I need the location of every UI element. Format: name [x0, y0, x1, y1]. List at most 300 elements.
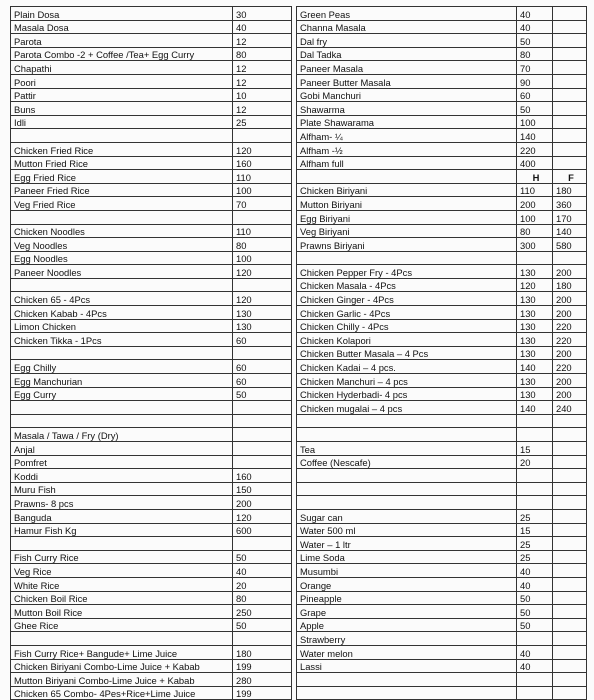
menu-row — [297, 537, 587, 551]
menu-row — [297, 197, 587, 211]
half-column-header: H — [517, 170, 553, 184]
item-name: Banguda — [11, 509, 233, 523]
item-name: Chicken Pepper Fry - 4Pcs — [297, 265, 517, 279]
menu-row — [11, 509, 292, 523]
item-price: 100 — [233, 183, 292, 197]
item-price-half: 140 — [517, 401, 553, 415]
item-name: Muru Fish — [11, 482, 233, 496]
item-name: Chicken Ginger - 4Pcs — [297, 292, 517, 306]
item-price-half: 40 — [517, 659, 553, 673]
menu-row — [297, 387, 587, 401]
item-name — [11, 210, 233, 224]
item-name: Poori — [11, 74, 233, 88]
item-name: Alfham- ¼ — [297, 129, 517, 143]
item-price: 150 — [233, 482, 292, 496]
menu-row — [297, 238, 587, 252]
item-price: 280 — [233, 673, 292, 687]
item-price: 50 — [233, 387, 292, 401]
item-price-half: 140 — [517, 129, 553, 143]
item-price: 100 — [233, 251, 292, 265]
menu-row — [297, 618, 587, 632]
menu-row — [297, 591, 587, 605]
item-price-full — [553, 61, 587, 75]
item-price: 180 — [233, 645, 292, 659]
item-price-full — [553, 251, 587, 265]
menu-row — [11, 20, 292, 34]
item-name: Dal fry — [297, 34, 517, 48]
item-price — [233, 537, 292, 551]
item-name: Chicken Butter Masala – 4 Pcs — [297, 346, 517, 360]
item-price: 120 — [233, 142, 292, 156]
menu-row — [11, 673, 292, 687]
item-price: 80 — [233, 591, 292, 605]
item-price-half: 130 — [517, 292, 553, 306]
item-price-full — [553, 523, 587, 537]
item-name: Limon Chicken — [11, 319, 233, 333]
menu-row — [11, 292, 292, 306]
item-name: Egg Manchurian — [11, 374, 233, 388]
menu-row — [11, 428, 292, 442]
menu-row — [297, 496, 587, 510]
menu-row — [297, 88, 587, 102]
item-name — [297, 482, 517, 496]
item-name: Idli — [11, 115, 233, 129]
menu-row — [11, 659, 292, 673]
item-price-full — [553, 469, 587, 483]
item-name: Strawberry — [297, 632, 517, 646]
item-price-full: 170 — [553, 210, 587, 224]
menu-row — [297, 509, 587, 523]
item-name: Pineapple — [297, 591, 517, 605]
menu-row — [11, 455, 292, 469]
item-name — [297, 686, 517, 700]
menu-row — [11, 632, 292, 646]
item-price-half — [517, 496, 553, 510]
menu-row — [297, 156, 587, 170]
item-price: 160 — [233, 156, 292, 170]
item-price-full — [553, 537, 587, 551]
menu-row — [11, 61, 292, 75]
item-price-full: 240 — [553, 401, 587, 415]
item-price-half: 40 — [517, 20, 553, 34]
item-price-half: 140 — [517, 360, 553, 374]
menu-row — [11, 401, 292, 415]
menu-row — [11, 686, 292, 700]
item-name: Chicken Boil Rice — [11, 591, 233, 605]
menu-row — [297, 374, 587, 388]
item-name — [297, 673, 517, 687]
menu-row — [11, 645, 292, 659]
menu-row — [297, 306, 587, 320]
item-price — [233, 442, 292, 456]
item-price-half: 130 — [517, 319, 553, 333]
menu-row — [297, 645, 587, 659]
menu-row — [11, 414, 292, 428]
item-price-full — [553, 564, 587, 578]
item-name: Egg Curry — [11, 387, 233, 401]
item-name: Plate Shawarama — [297, 115, 517, 129]
item-price-half: 130 — [517, 306, 553, 320]
menu-row — [297, 428, 587, 442]
item-price-full: 220 — [553, 360, 587, 374]
menu-row — [297, 482, 587, 496]
item-name: Chicken Manchuri – 4 pcs — [297, 374, 517, 388]
item-price — [233, 346, 292, 360]
item-price-half: 70 — [517, 61, 553, 75]
item-price-half: 50 — [517, 591, 553, 605]
left-menu-table — [10, 6, 292, 700]
full-column-header: F — [553, 170, 587, 184]
menu-row — [11, 278, 292, 292]
item-price-half: 90 — [517, 74, 553, 88]
menu-row — [297, 102, 587, 116]
item-price: 110 — [233, 170, 292, 184]
item-name: Orange — [297, 577, 517, 591]
item-price: 250 — [233, 605, 292, 619]
item-price: 199 — [233, 686, 292, 700]
menu-row — [297, 278, 587, 292]
item-price: 130 — [233, 319, 292, 333]
item-price-full — [553, 632, 587, 646]
item-name — [11, 414, 233, 428]
item-price-full — [553, 591, 587, 605]
item-price — [233, 428, 292, 442]
item-price: 10 — [233, 88, 292, 102]
menu-row — [11, 251, 292, 265]
item-price-half: 60 — [517, 88, 553, 102]
menu-row — [11, 74, 292, 88]
item-price-full — [553, 142, 587, 156]
item-name: Koddi — [11, 469, 233, 483]
item-price-full — [553, 659, 587, 673]
item-name: Anjal — [11, 442, 233, 456]
item-name: Mutton Biriyani — [297, 197, 517, 211]
item-price: 80 — [233, 238, 292, 252]
menu-row — [11, 319, 292, 333]
item-price: 12 — [233, 74, 292, 88]
item-name: Musumbi — [297, 564, 517, 578]
item-price: 80 — [233, 47, 292, 61]
menu-row — [297, 346, 587, 360]
menu-row — [297, 7, 587, 21]
item-price: 60 — [233, 374, 292, 388]
menu-row — [297, 414, 587, 428]
item-name: Channa Masala — [297, 20, 517, 34]
item-price-half: 200 — [517, 197, 553, 211]
item-name: Chapathi — [11, 61, 233, 75]
item-price — [233, 455, 292, 469]
item-name: Chicken Kadai – 4 pcs. — [297, 360, 517, 374]
menu-row — [297, 61, 587, 75]
item-name: Tea — [297, 442, 517, 456]
item-name: Chicken Biriyani — [297, 183, 517, 197]
item-price-full — [553, 74, 587, 88]
item-price-half: 130 — [517, 333, 553, 347]
item-price-half: 40 — [517, 645, 553, 659]
item-price-half: 40 — [517, 7, 553, 21]
item-price-half: 40 — [517, 564, 553, 578]
item-price-full — [553, 673, 587, 687]
menu-row — [11, 482, 292, 496]
item-price-full — [553, 645, 587, 659]
menu-row — [297, 577, 587, 591]
item-name — [297, 170, 517, 184]
item-name: Alfham full — [297, 156, 517, 170]
menu-row — [297, 333, 587, 347]
item-price-full — [553, 428, 587, 442]
item-price — [233, 632, 292, 646]
item-name — [297, 251, 517, 265]
item-name: White Rice — [11, 577, 233, 591]
menu-row — [297, 605, 587, 619]
item-price-full — [553, 496, 587, 510]
item-price-full — [553, 7, 587, 21]
item-price-half: 100 — [517, 115, 553, 129]
item-price: 160 — [233, 469, 292, 483]
menu-row — [297, 129, 587, 143]
item-name: Chicken 65 - 4Pcs — [11, 292, 233, 306]
menu-row — [297, 251, 587, 265]
item-name — [11, 537, 233, 551]
item-name: Pattir — [11, 88, 233, 102]
item-name: Mutton Biriyani Combo-Lime Juice + Kabab — [11, 673, 233, 687]
item-price-full — [553, 455, 587, 469]
item-price: 30 — [233, 7, 292, 21]
item-price-full — [553, 102, 587, 116]
menu-row — [11, 7, 292, 21]
item-price-full: 200 — [553, 306, 587, 320]
menu-row — [297, 265, 587, 279]
item-price: 120 — [233, 265, 292, 279]
item-price-half — [517, 673, 553, 687]
menu-row — [11, 88, 292, 102]
item-name: Chicken Kabab - 4Pcs — [11, 306, 233, 320]
item-name: Grape — [297, 605, 517, 619]
item-price-full — [553, 414, 587, 428]
menu-row — [11, 142, 292, 156]
menu-row — [11, 129, 292, 143]
item-price-full: 180 — [553, 278, 587, 292]
menu-row — [11, 387, 292, 401]
item-name — [11, 632, 233, 646]
item-price: 130 — [233, 306, 292, 320]
item-price-full — [553, 88, 587, 102]
item-price-full: 200 — [553, 265, 587, 279]
item-name: Egg Chilly — [11, 360, 233, 374]
item-name: Chicken Masala - 4Pcs — [297, 278, 517, 292]
menu-row — [11, 238, 292, 252]
menu-row — [11, 577, 292, 591]
item-name: Chicken Garlic - 4Pcs — [297, 306, 517, 320]
item-name: Paneer Fried Rice — [11, 183, 233, 197]
item-price: 12 — [233, 61, 292, 75]
item-price: 200 — [233, 496, 292, 510]
menu-row — [297, 469, 587, 483]
item-price-half: 80 — [517, 47, 553, 61]
item-price-full — [553, 20, 587, 34]
item-name: Water 500 ml — [297, 523, 517, 537]
item-name: Dal Tadka — [297, 47, 517, 61]
item-price-full — [553, 482, 587, 496]
item-name: Sugar can — [297, 509, 517, 523]
item-price: 50 — [233, 550, 292, 564]
item-price-full: 580 — [553, 238, 587, 252]
item-price: 40 — [233, 564, 292, 578]
item-price-half: 20 — [517, 455, 553, 469]
item-price: 20 — [233, 577, 292, 591]
item-price: 120 — [233, 292, 292, 306]
item-name: Gobi Manchuri — [297, 88, 517, 102]
menu-row — [297, 673, 587, 687]
item-name: Alfham -½ — [297, 142, 517, 156]
menu-row — [11, 306, 292, 320]
menu-row — [11, 47, 292, 61]
item-price-full — [553, 115, 587, 129]
item-price — [233, 278, 292, 292]
item-name: Water melon — [297, 645, 517, 659]
item-price — [233, 414, 292, 428]
item-name — [297, 428, 517, 442]
menu-row — [11, 564, 292, 578]
item-name: Paneer Butter Masala — [297, 74, 517, 88]
menu-row — [297, 550, 587, 564]
column-header-row — [297, 170, 587, 184]
item-price-half — [517, 686, 553, 700]
menu-row — [297, 20, 587, 34]
menu-row — [11, 591, 292, 605]
item-price-half: 130 — [517, 265, 553, 279]
item-name: Buns — [11, 102, 233, 116]
item-price: 12 — [233, 102, 292, 116]
menu-row — [11, 442, 292, 456]
menu-row — [11, 374, 292, 388]
item-name: Masala / Tawa / Fry (Dry) — [11, 428, 233, 442]
menu-row — [297, 319, 587, 333]
item-name: Paneer Noodles — [11, 265, 233, 279]
item-price-half — [517, 482, 553, 496]
item-name — [297, 496, 517, 510]
item-price-full — [553, 577, 587, 591]
menu-row — [11, 156, 292, 170]
item-name: Lassi — [297, 659, 517, 673]
item-price-full — [553, 34, 587, 48]
item-price: 60 — [233, 360, 292, 374]
item-price-full: 140 — [553, 224, 587, 238]
item-price-full — [553, 156, 587, 170]
menu-row — [297, 360, 587, 374]
item-price-half: 400 — [517, 156, 553, 170]
menu-row — [11, 523, 292, 537]
item-price-full: 200 — [553, 387, 587, 401]
menu-row — [11, 346, 292, 360]
menu-row — [11, 537, 292, 551]
item-name: Veg Noodles — [11, 238, 233, 252]
item-price-half: 25 — [517, 509, 553, 523]
menu-row — [11, 102, 292, 116]
menu-row — [297, 115, 587, 129]
menu-row — [297, 686, 587, 700]
item-name: Fish Curry Rice+ Bangude+ Lime Juice — [11, 645, 233, 659]
item-name: Prawns Biriyani — [297, 238, 517, 252]
item-price-half: 300 — [517, 238, 553, 252]
item-name: Veg Fried Rice — [11, 197, 233, 211]
menu-row — [11, 210, 292, 224]
item-price-half: 130 — [517, 346, 553, 360]
item-price-half: 50 — [517, 34, 553, 48]
item-name: Chicken mugalai – 4 pcs — [297, 401, 517, 415]
item-name: Chicken Tikka - 1Pcs — [11, 333, 233, 347]
item-name: Veg Rice — [11, 564, 233, 578]
item-name — [11, 278, 233, 292]
item-name: Water – 1 ltr — [297, 537, 517, 551]
menu-row — [11, 224, 292, 238]
item-price-half: 25 — [517, 550, 553, 564]
item-name: Mutton Boil Rice — [11, 605, 233, 619]
item-price: 60 — [233, 333, 292, 347]
item-price — [233, 401, 292, 415]
item-price-half — [517, 632, 553, 646]
item-price-full — [553, 442, 587, 456]
menu-row — [297, 74, 587, 88]
menu-row — [297, 632, 587, 646]
item-price-half — [517, 428, 553, 442]
item-price-full: 220 — [553, 319, 587, 333]
item-price-full: 360 — [553, 197, 587, 211]
item-price-half: 50 — [517, 605, 553, 619]
menu-row — [11, 469, 292, 483]
item-price-half — [517, 414, 553, 428]
item-price-full — [553, 618, 587, 632]
menu-row — [11, 360, 292, 374]
item-name: Apple — [297, 618, 517, 632]
item-name: Plain Dosa — [11, 7, 233, 21]
item-price: 12 — [233, 34, 292, 48]
item-price-half — [517, 469, 553, 483]
item-name: Pomfret — [11, 455, 233, 469]
menu-row — [297, 455, 587, 469]
item-name: Ghee Rice — [11, 618, 233, 632]
item-price-half: 15 — [517, 523, 553, 537]
item-price-full: 200 — [553, 346, 587, 360]
menu-row — [11, 183, 292, 197]
menu-row — [297, 210, 587, 224]
item-price: 199 — [233, 659, 292, 673]
menu-row — [297, 34, 587, 48]
item-name — [297, 469, 517, 483]
item-name: Hamur Fish Kg — [11, 523, 233, 537]
item-name: Chicken Hyderbadi- 4 pcs — [297, 387, 517, 401]
item-price-full — [553, 550, 587, 564]
item-price-full — [553, 605, 587, 619]
item-name: Fish Curry Rice — [11, 550, 233, 564]
item-price — [233, 210, 292, 224]
right-menu-table — [296, 6, 587, 700]
item-price: 25 — [233, 115, 292, 129]
menu-row — [297, 224, 587, 238]
menu-row — [297, 292, 587, 306]
item-price-full — [553, 129, 587, 143]
item-price: 50 — [233, 618, 292, 632]
menu-row — [11, 197, 292, 211]
item-price: 120 — [233, 509, 292, 523]
menu-row — [11, 34, 292, 48]
item-price: 40 — [233, 20, 292, 34]
item-name: Prawns- 8 pcs — [11, 496, 233, 510]
item-price-full: 180 — [553, 183, 587, 197]
item-name: Chicken Biriyani Combo-Lime Juice + Kabab — [11, 659, 233, 673]
item-name: Chicken Noodles — [11, 224, 233, 238]
item-name: Parota Combo -2 + Coffee /Tea+ Egg Curry — [11, 47, 233, 61]
